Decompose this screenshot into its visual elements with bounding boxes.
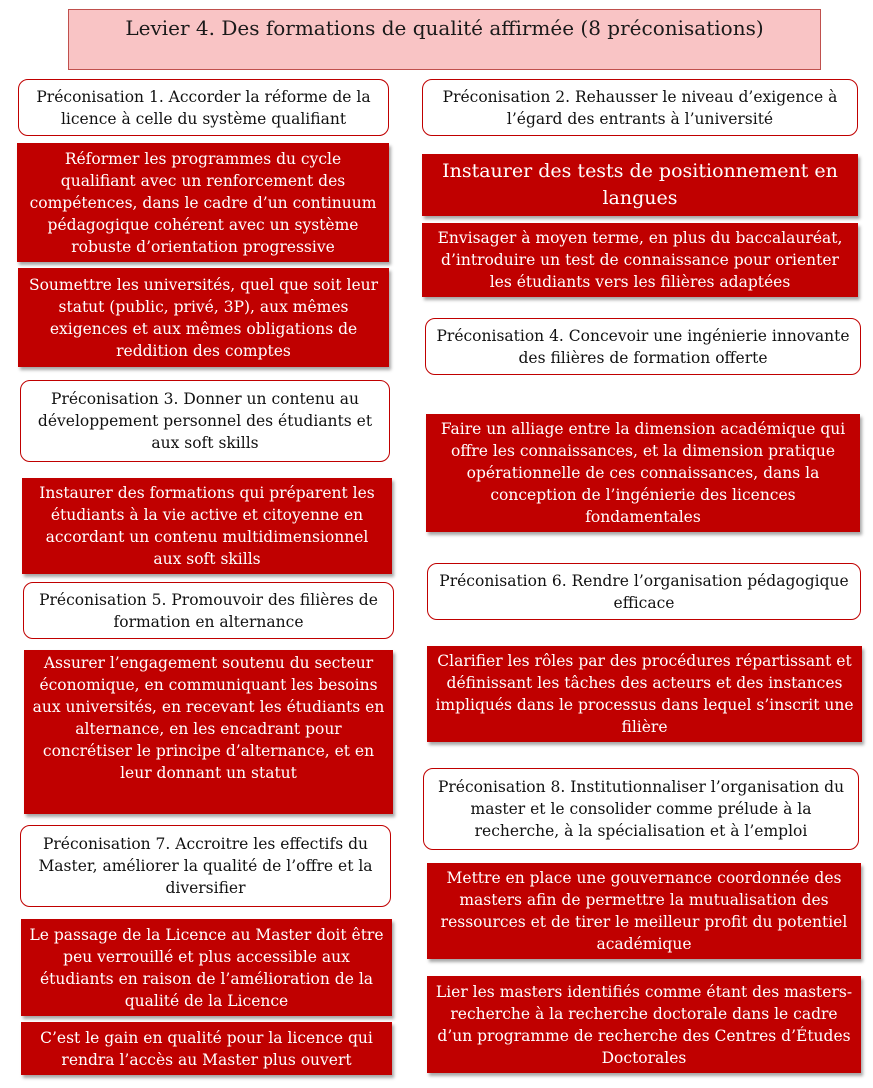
action-gain-qualite: C’est le gain en qualité pour la licence qui rendra l’accès au Master plus ouvert	[21, 1022, 392, 1075]
page-title: Levier 4. Des formations de qualité affirmée (8 préconisations)	[68, 9, 821, 70]
preconisation-2: Préconisation 2. Rehausser le niveau d’exigence à l’égard des entrants à l’université	[422, 79, 858, 136]
action-gouvernance-masters: Mettre en place une gouvernance coordonnée des masters afin de permettre la mutualisation des ressources et de tirer le meilleur profit du potentiel académique	[427, 863, 861, 959]
action-test-connaissance: Envisager à moyen terme, en plus du baccalauréat, d’introduire un test de connaissance pour orienter les étudiants vers les filières adaptées	[422, 223, 858, 297]
preconisation-5: Préconisation 5. Promouvoir des filières de formation en alternance	[23, 582, 394, 639]
action-passage-licence-master: Le passage de la Licence au Master doit être peu verrouillé et plus accessible aux étudiants en raison de l’amélioration de la qualité de la Licence	[21, 919, 392, 1016]
action-alternance: Assurer l’engagement soutenu du secteur économique, en communiquant les besoins aux universités, en recevant les étudiants en alternance, en les encadrant pour concrétiser le principe d’alternance, et en leur donnant un statut	[24, 650, 393, 814]
action-reformer-programmes: Réformer les programmes du cycle qualifiant avec un renforcement des compétences, dans le cadre d’un continuum pédagogique cohérent avec un système robuste d’orientation progressive	[17, 143, 389, 262]
action-tests-langues: Instaurer des tests de positionnement en langues	[422, 154, 858, 216]
preconisation-8: Préconisation 8. Institutionnaliser l’organisation du master et le consolider comme prélude à la recherche, à la spécialisation et à l’emploi	[423, 768, 859, 850]
action-alliage-dimensions: Faire un alliage entre la dimension académique qui offre les connaissances, et la dimension pratique opérationnelle de ces connaissances, dans la conception de l’ingénierie des licences fondamentales	[426, 414, 860, 532]
action-soft-skills: Instaurer des formations qui préparent les étudiants à la vie active et citoyenne en accordant un contenu multidimensionnel aux soft skills	[22, 478, 392, 574]
preconisation-1: Préconisation 1. Accorder la réforme de la licence à celle du système qualifiant	[18, 79, 389, 136]
preconisation-7: Préconisation 7. Accroitre les effectifs du Master, améliorer la qualité de l’offre et la diversifier	[20, 825, 391, 907]
preconisation-4: Préconisation 4. Concevoir une ingénierie innovante des filières de formation offerte	[425, 318, 861, 375]
preconisation-6: Préconisation 6. Rendre l’organisation pédagogique efficace	[427, 563, 861, 620]
action-masters-recherche: Lier les masters identifiés comme étant des masters-recherche à la recherche doctorale dans le cadre d’un programme de recherche des Centres d’Études Doctorales	[427, 976, 861, 1073]
action-clarifier-roles: Clarifier les rôles par des procédures répartissant et définissant les tâches des acteurs et des instances impliqués dans le processus dans lequel s’inscrit une filière	[427, 646, 862, 742]
preconisation-3: Préconisation 3. Donner un contenu au développement personnel des étudiants et aux soft skills	[20, 380, 390, 462]
action-soumettre-universites: Soumettre les universités, quel que soit leur statut (public, privé, 3P), aux mêmes exigences et aux mêmes obligations de reddition des comptes	[18, 268, 389, 367]
